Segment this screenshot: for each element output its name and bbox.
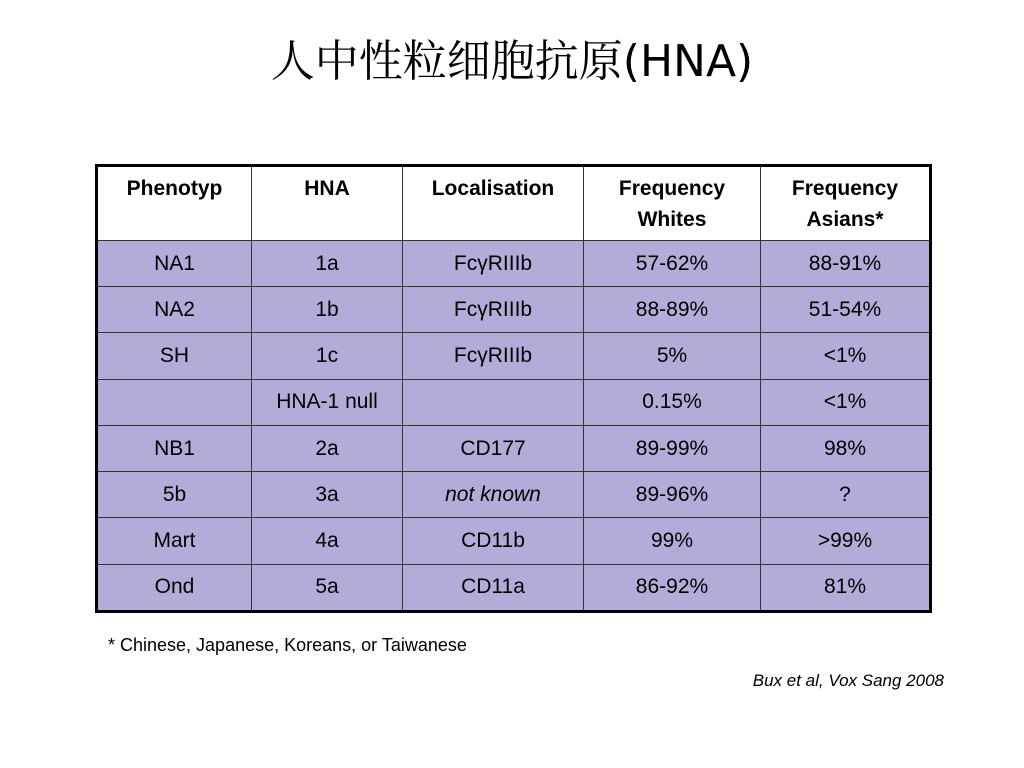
cell-frequency-asians: <1% [761, 379, 931, 425]
cell-phenotyp: NA1 [97, 241, 252, 287]
cell-hna: 1c [252, 333, 403, 379]
hna-table [95, 164, 932, 613]
cell-hna: 4a [252, 518, 403, 564]
cell-frequency-whites: 99% [584, 518, 761, 564]
table-row [97, 379, 931, 425]
cell-phenotyp: Mart [97, 518, 252, 564]
cell-frequency-asians: >99% [761, 518, 931, 564]
header-row [97, 166, 931, 241]
footnote: * Chinese, Japanese, Koreans, or Taiwanese [108, 635, 467, 655]
cell-phenotyp: Ond [97, 564, 252, 611]
slide-title: 人中性粒细胞抗原(HNA) [270, 36, 754, 87]
cell-frequency-asians: 98% [761, 425, 931, 471]
header-frequency-asians: Frequency Asians* [761, 166, 931, 241]
cell-frequency-asians: 88-91% [761, 241, 931, 287]
cell-localisation: not known [403, 472, 584, 518]
cell-frequency-asians: 81% [761, 564, 931, 611]
cell-phenotyp: 5b [97, 472, 252, 518]
cell-localisation: FcγRIIIb [403, 287, 584, 333]
cell-hna: 2a [252, 425, 403, 471]
cell-phenotyp: NA2 [97, 287, 252, 333]
table-row [97, 241, 931, 287]
table-row [97, 564, 931, 611]
cell-localisation: CD11a [403, 564, 584, 611]
table-row [97, 472, 931, 518]
cell-localisation: CD11b [403, 518, 584, 564]
table-row [97, 518, 931, 564]
citation: Bux et al, Vox Sang 2008 [752, 671, 944, 690]
cell-frequency-whites: 88-89% [584, 287, 761, 333]
cell-hna: HNA-1 null [252, 379, 403, 425]
cell-frequency-whites: 5% [584, 333, 761, 379]
cell-frequency-asians: <1% [761, 333, 931, 379]
cell-hna: 5a [252, 564, 403, 611]
cell-frequency-whites: 89-96% [584, 472, 761, 518]
cell-hna: 3a [252, 472, 403, 518]
cell-frequency-asians: ? [761, 472, 931, 518]
cell-localisation [403, 379, 584, 425]
header-localisation: Localisation [403, 166, 584, 241]
cell-frequency-whites: 89-99% [584, 425, 761, 471]
cell-frequency-asians: 51-54% [761, 287, 931, 333]
cell-localisation: CD177 [403, 425, 584, 471]
header-hna: HNA [252, 166, 403, 241]
table-row [97, 333, 931, 379]
cell-frequency-whites: 0.15% [584, 379, 761, 425]
cell-phenotyp [97, 379, 252, 425]
cell-frequency-whites: 86-92% [584, 564, 761, 611]
header-frequency-whites: Frequency Whites [584, 166, 761, 241]
header-phenotyp: Phenotyp [97, 166, 252, 241]
cell-hna: 1b [252, 287, 403, 333]
table-row [97, 287, 931, 333]
table-row [97, 425, 931, 471]
cell-localisation: FcγRIIIb [403, 333, 584, 379]
cell-localisation: FcγRIIIb [403, 241, 584, 287]
cell-frequency-whites: 57-62% [584, 241, 761, 287]
cell-hna: 1a [252, 241, 403, 287]
cell-phenotyp: SH [97, 333, 252, 379]
cell-phenotyp: NB1 [97, 425, 252, 471]
